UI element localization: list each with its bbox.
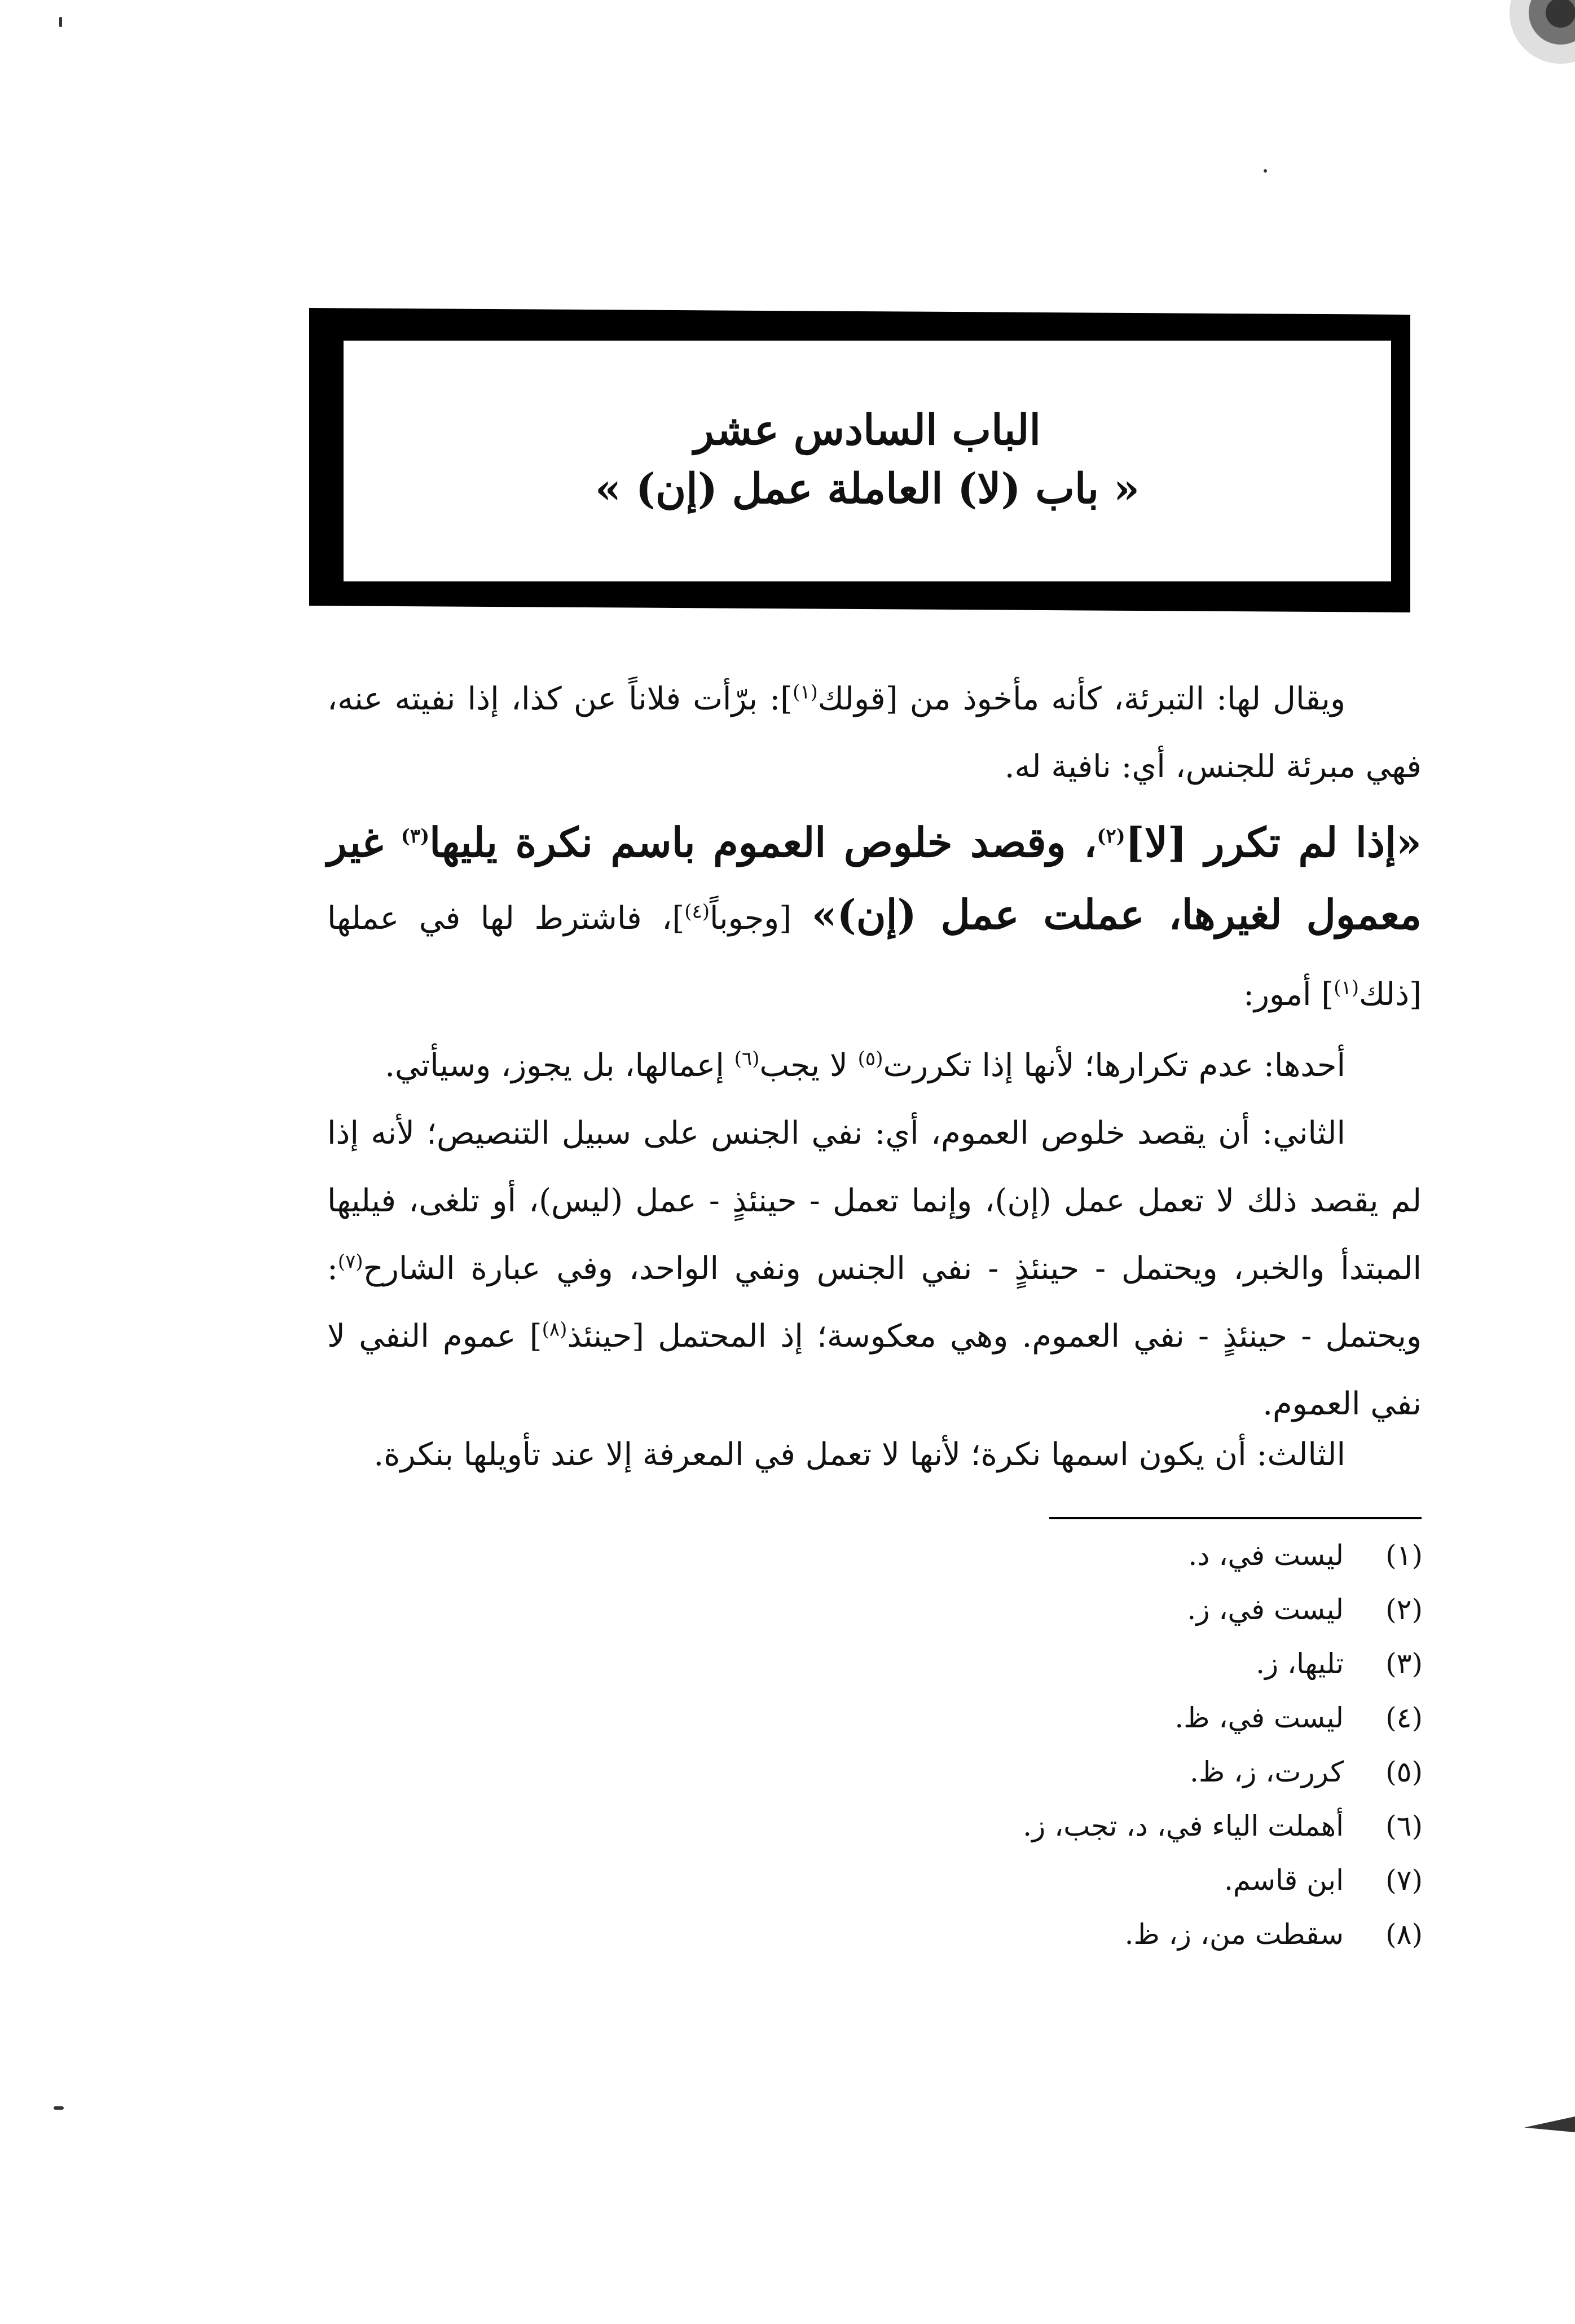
footnote-number: (٢) — [1385, 1593, 1423, 1626]
paragraph — [327, 1100, 1422, 1438]
condition-three-paragraph — [327, 1421, 1422, 1489]
footnote-ref: (١) — [792, 681, 818, 704]
chapter-title: الباب السادس عشر — [693, 405, 1041, 455]
chapter-subtitle: « باب (لا) العاملة عمل (إن) » — [595, 464, 1140, 513]
footnote-number: (٧) — [1385, 1864, 1423, 1897]
footnote — [689, 1799, 1423, 1853]
footnote-text: أهملت الياء في، د، تجب، ز. — [1023, 1810, 1344, 1842]
text-run: ]: برّأت فلاناً عن كذا، إذا نفيته عنه، فهي مبرئة للجنس، أي: نافية له. — [327, 681, 1422, 785]
footnote-ref: (٣) — [401, 825, 430, 848]
footnote-text: ابن قاسم. — [1224, 1864, 1344, 1897]
footnote-number: (٣) — [1385, 1647, 1423, 1680]
footnote-text: كررت، ز، ظ. — [1190, 1756, 1344, 1788]
footnote — [689, 1907, 1423, 1961]
footnote — [689, 1582, 1423, 1637]
footnote — [689, 1691, 1423, 1745]
paragraph — [327, 1032, 1422, 1100]
text-run: ]، فاشترط لها في عملها [ذلك — [327, 900, 1422, 1013]
paragraph: الثالث: أن يكون اسمها نكرة؛ لأنها لا تعمل في المعرفة إلا عند تأويلها بنكرة. — [373, 1436, 1345, 1473]
footnote-number: (٤) — [1385, 1701, 1423, 1734]
footnote-ref: (٧) — [337, 1250, 363, 1273]
text-run: أحدها: عدم تكرارها؛ لأنها إذا تكررت — [883, 1047, 1345, 1084]
text-run: ويقال لها: التبرئة، كأنه مأخوذ من [قولك — [817, 681, 1346, 717]
footnote — [689, 1745, 1423, 1799]
footnote-separator — [1049, 1517, 1422, 1519]
footnote — [689, 1637, 1423, 1691]
footnote-ref: (٦) — [734, 1047, 760, 1070]
text-run: ] عموم النفي لا نفي العموم. — [327, 1318, 1422, 1422]
intro-paragraph — [327, 665, 1422, 801]
text-run: لا يجب — [759, 1047, 858, 1084]
footnote-ref: (١) — [1334, 976, 1359, 999]
paragraph — [327, 665, 1422, 801]
footnote-text: ليست في، ز. — [1187, 1593, 1344, 1626]
text-run: ] أمور: — [1243, 976, 1334, 1013]
footnote-number: (٨) — [1385, 1918, 1423, 1951]
text-run: ، وقصد خلوص العموم باسم نكرة يليها — [429, 818, 1097, 866]
footnote-number: (٥) — [1385, 1756, 1423, 1788]
text-run: [وجوباً — [709, 900, 812, 937]
footnote-ref: (٥) — [857, 1047, 883, 1070]
footnote-ref: (٨) — [542, 1318, 567, 1341]
matn-paragraph — [327, 806, 1422, 1031]
scan-speck — [59, 17, 62, 27]
footnote-ref: (٤) — [684, 900, 710, 923]
title-frame — [336, 333, 1399, 589]
text-run: غير معمول لغيرها، عملت عمل (إن)» — [327, 818, 1422, 938]
text-run: إعمالها، بل يجوز، وسيأتي. — [385, 1047, 734, 1084]
footnote-number: (١) — [1385, 1539, 1423, 1572]
scan-speck — [1264, 169, 1267, 173]
footnote-text: تليها، ز. — [1256, 1647, 1344, 1680]
text-run: «إذا لم تكرر [لا] — [1125, 818, 1422, 866]
footnote-text: ليست في، ظ. — [1174, 1701, 1344, 1734]
condition-one-paragraph — [327, 1032, 1422, 1100]
footnote — [689, 1853, 1423, 1907]
footnote-ref: (٢) — [1097, 825, 1125, 848]
footnote-number: (٦) — [1385, 1810, 1423, 1842]
footnote-text: سقطت من، ز، ظ. — [1124, 1918, 1344, 1951]
footnotes-list — [689, 1528, 1423, 1961]
scan-artifact — [1479, 0, 1575, 85]
footnote — [689, 1528, 1423, 1582]
text-run: الثاني: أن يقصد خلوص العموم، أي: نفي الجنس على سبيل التنصيص؛ لأنه إذا لم يقصد ذلك لا تعمل عمل (إن)، وإنما تعمل - حينئذٍ - عمل (ليس)، أو تلغى، فيليها المبتدأ والخبر، ويحتمل - حينئذٍ - نفي الجنس ونفي الواحد، وفي عبارة الشارح — [327, 1115, 1422, 1287]
paragraph — [327, 806, 1422, 1031]
condition-two-paragraph — [327, 1100, 1422, 1438]
text-run: : ويحتمل - حينئذٍ - نفي العموم. وهي معكوسة؛ إذ المحتمل [حينئذ — [327, 1250, 1422, 1355]
scan-speck — [54, 2106, 64, 2110]
scan-artifact — [1524, 2116, 1575, 2132]
footnote-text: ليست في، د. — [1188, 1539, 1344, 1572]
